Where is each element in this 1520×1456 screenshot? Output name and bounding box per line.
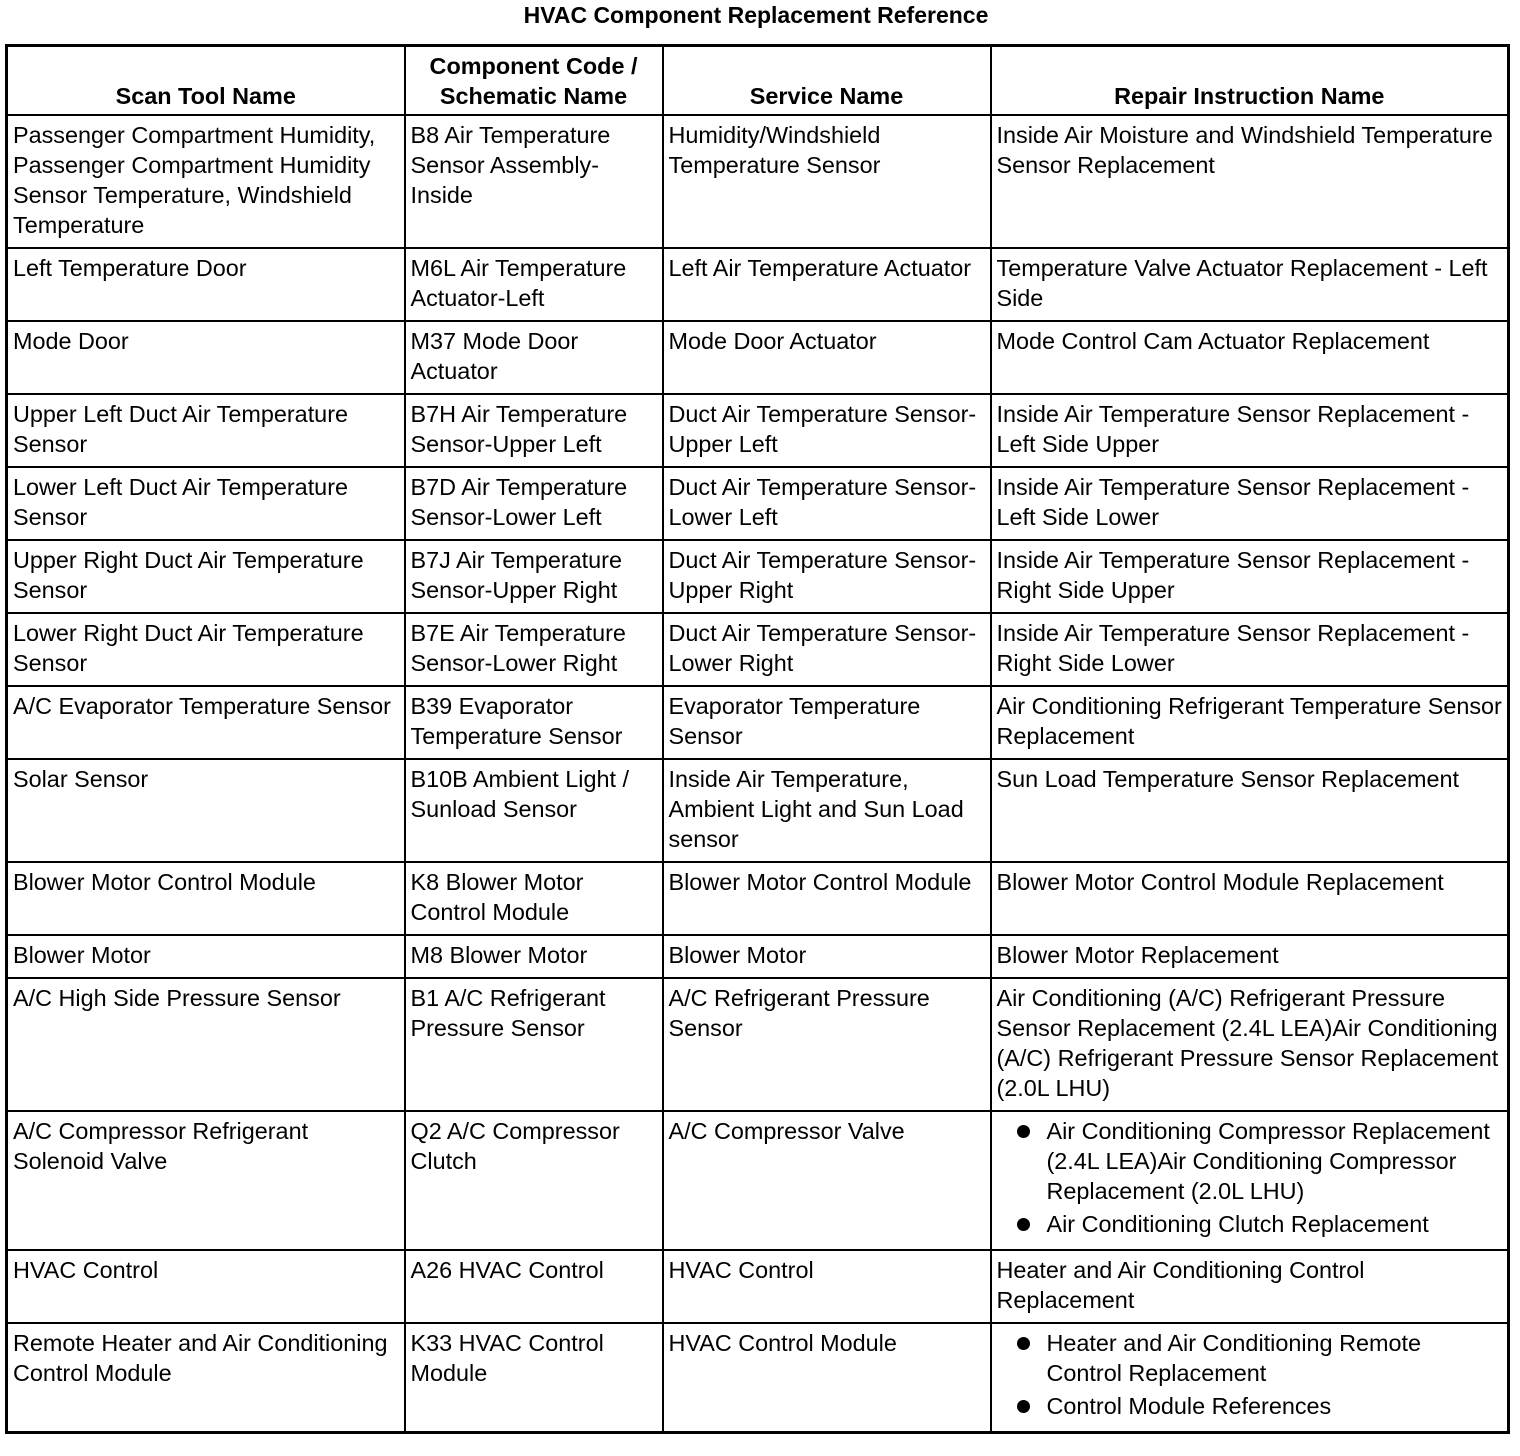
cell-scan-tool-name: HVAC Control [7, 1250, 405, 1323]
reference-table [5, 44, 1510, 1434]
cell-service-name: A/C Compressor Valve [663, 1111, 991, 1250]
cell-repair-instruction-name: Blower Motor Replacement [991, 935, 1509, 978]
table-body [7, 115, 1509, 1433]
header-row [7, 46, 1509, 116]
cell-component-code: B7J Air Temperature Sensor-Upper Right [405, 540, 663, 613]
cell-repair-instruction-name: Mode Control Cam Actuator Replacement [991, 321, 1509, 394]
repair-instruction-list [997, 1116, 1503, 1239]
cell-component-code: B8 Air Temperature Sensor Assembly-Inside [405, 115, 663, 248]
cell-component-code: B7H Air Temperature Sensor-Upper Left [405, 394, 663, 467]
cell-service-name: Evaporator Temperature Sensor [663, 686, 991, 759]
cell-component-code: K33 HVAC Control Module [405, 1323, 663, 1433]
bullet-icon [1017, 1218, 1030, 1231]
cell-service-name: Mode Door Actuator [663, 321, 991, 394]
cell-scan-tool-name: Passenger Compartment Humidity, Passenger Compartment Humidity Sensor Temperature, Windshield Temperature [7, 115, 405, 248]
cell-service-name: A/C Refrigerant Pressure Sensor [663, 978, 991, 1111]
cell-component-code: Q2 A/C Compressor Clutch [405, 1111, 663, 1250]
cell-service-name: Duct Air Temperature Sensor-Lower Right [663, 613, 991, 686]
cell-repair-instruction-name: Inside Air Temperature Sensor Replacement - Left Side Lower [991, 467, 1509, 540]
cell-scan-tool-name: Blower Motor [7, 935, 405, 978]
bullet-icon [1017, 1337, 1030, 1350]
table-row [7, 759, 1509, 862]
cell-repair-instruction-name: Inside Air Temperature Sensor Replacement - Left Side Upper [991, 394, 1509, 467]
bullet-icon [1017, 1125, 1030, 1138]
cell-service-name: Duct Air Temperature Sensor-Upper Left [663, 394, 991, 467]
header-component-code: Component Code / Schematic Name [405, 46, 663, 116]
cell-component-code: B7D Air Temperature Sensor-Lower Left [405, 467, 663, 540]
cell-scan-tool-name: Lower Right Duct Air Temperature Sensor [7, 613, 405, 686]
repair-instruction-text: Air Conditioning Compressor Replacement (2.4L LEA)Air Conditioning Compressor Replacement (2.0L LHU) [1046, 1118, 1490, 1204]
table-row [7, 540, 1509, 613]
bullet-icon [1017, 1400, 1030, 1413]
repair-instruction-list [997, 1328, 1503, 1421]
table-row [7, 248, 1509, 321]
cell-scan-tool-name: Lower Left Duct Air Temperature Sensor [7, 467, 405, 540]
repair-instruction-text: Air Conditioning Clutch Replacement [1046, 1211, 1429, 1237]
table-row [7, 1323, 1509, 1433]
table-row [7, 978, 1509, 1111]
table-row [7, 686, 1509, 759]
cell-scan-tool-name: Left Temperature Door [7, 248, 405, 321]
header-repair-instruction-name: Repair Instruction Name [991, 46, 1509, 116]
header-service-name: Service Name [663, 46, 991, 116]
cell-repair-instruction-name: Air Conditioning Refrigerant Temperature Sensor Replacement [991, 686, 1509, 759]
cell-repair-instruction-name: Air Conditioning (A/C) Refrigerant Pressure Sensor Replacement (2.4L LEA)Air Conditioning (A/C) Refrigerant Pressure Sensor Replacement (2.0L LHU) [991, 978, 1509, 1111]
repair-instruction-text: Control Module References [1046, 1393, 1332, 1419]
repair-instruction-item [997, 1116, 1503, 1206]
cell-service-name: Duct Air Temperature Sensor-Upper Right [663, 540, 991, 613]
cell-repair-instruction-name [991, 1323, 1509, 1433]
cell-component-code: B10B Ambient Light / Sunload Sensor [405, 759, 663, 862]
cell-repair-instruction-name: Sun Load Temperature Sensor Replacement [991, 759, 1509, 862]
cell-scan-tool-name: Upper Right Duct Air Temperature Sensor [7, 540, 405, 613]
cell-service-name: HVAC Control Module [663, 1323, 991, 1433]
cell-scan-tool-name: A/C Evaporator Temperature Sensor [7, 686, 405, 759]
table-row [7, 862, 1509, 935]
table-row [7, 1250, 1509, 1323]
cell-service-name: Blower Motor [663, 935, 991, 978]
cell-service-name: Humidity/Windshield Temperature Sensor [663, 115, 991, 248]
cell-service-name: Left Air Temperature Actuator [663, 248, 991, 321]
cell-service-name: Blower Motor Control Module [663, 862, 991, 935]
table-row [7, 935, 1509, 978]
cell-repair-instruction-name: Blower Motor Control Module Replacement [991, 862, 1509, 935]
table-row [7, 613, 1509, 686]
table-row [7, 394, 1509, 467]
cell-scan-tool-name: Blower Motor Control Module [7, 862, 405, 935]
table-row [7, 115, 1509, 248]
cell-scan-tool-name: Mode Door [7, 321, 405, 394]
cell-component-code: K8 Blower Motor Control Module [405, 862, 663, 935]
cell-component-code: M37 Mode Door Actuator [405, 321, 663, 394]
cell-scan-tool-name: Upper Left Duct Air Temperature Sensor [7, 394, 405, 467]
page-title: HVAC Component Replacement Reference [523, 2, 989, 28]
cell-component-code: A26 HVAC Control [405, 1250, 663, 1323]
table-header [7, 46, 1509, 116]
cell-service-name: Duct Air Temperature Sensor-Lower Left [663, 467, 991, 540]
repair-instruction-text: Heater and Air Conditioning Remote Control Replacement [1046, 1330, 1421, 1386]
cell-repair-instruction-name: Inside Air Temperature Sensor Replacement - Right Side Upper [991, 540, 1509, 613]
cell-repair-instruction-name: Temperature Valve Actuator Replacement - Left Side [991, 248, 1509, 321]
table-row [7, 321, 1509, 394]
repair-instruction-item [997, 1328, 1503, 1388]
cell-scan-tool-name: A/C High Side Pressure Sensor [7, 978, 405, 1111]
cell-component-code: M8 Blower Motor [405, 935, 663, 978]
cell-service-name: HVAC Control [663, 1250, 991, 1323]
cell-component-code: B39 Evaporator Temperature Sensor [405, 686, 663, 759]
table-row [7, 1111, 1509, 1250]
cell-scan-tool-name: Remote Heater and Air Conditioning Control Module [7, 1323, 405, 1433]
table-row [7, 467, 1509, 540]
cell-component-code: M6L Air Temperature Actuator-Left [405, 248, 663, 321]
cell-component-code: B7E Air Temperature Sensor-Lower Right [405, 613, 663, 686]
cell-repair-instruction-name [991, 1111, 1509, 1250]
cell-component-code: B1 A/C Refrigerant Pressure Sensor [405, 978, 663, 1111]
cell-repair-instruction-name: Heater and Air Conditioning Control Replacement [991, 1250, 1509, 1323]
cell-service-name: Inside Air Temperature, Ambient Light and Sun Load sensor [663, 759, 991, 862]
repair-instruction-item [997, 1391, 1503, 1421]
cell-repair-instruction-name: Inside Air Moisture and Windshield Temperature Sensor Replacement [991, 115, 1509, 248]
repair-instruction-item [997, 1209, 1503, 1239]
cell-repair-instruction-name: Inside Air Temperature Sensor Replacement - Right Side Lower [991, 613, 1509, 686]
header-scan-tool-name: Scan Tool Name [7, 46, 405, 116]
cell-scan-tool-name: A/C Compressor Refrigerant Solenoid Valve [7, 1111, 405, 1250]
cell-scan-tool-name: Solar Sensor [7, 759, 405, 862]
